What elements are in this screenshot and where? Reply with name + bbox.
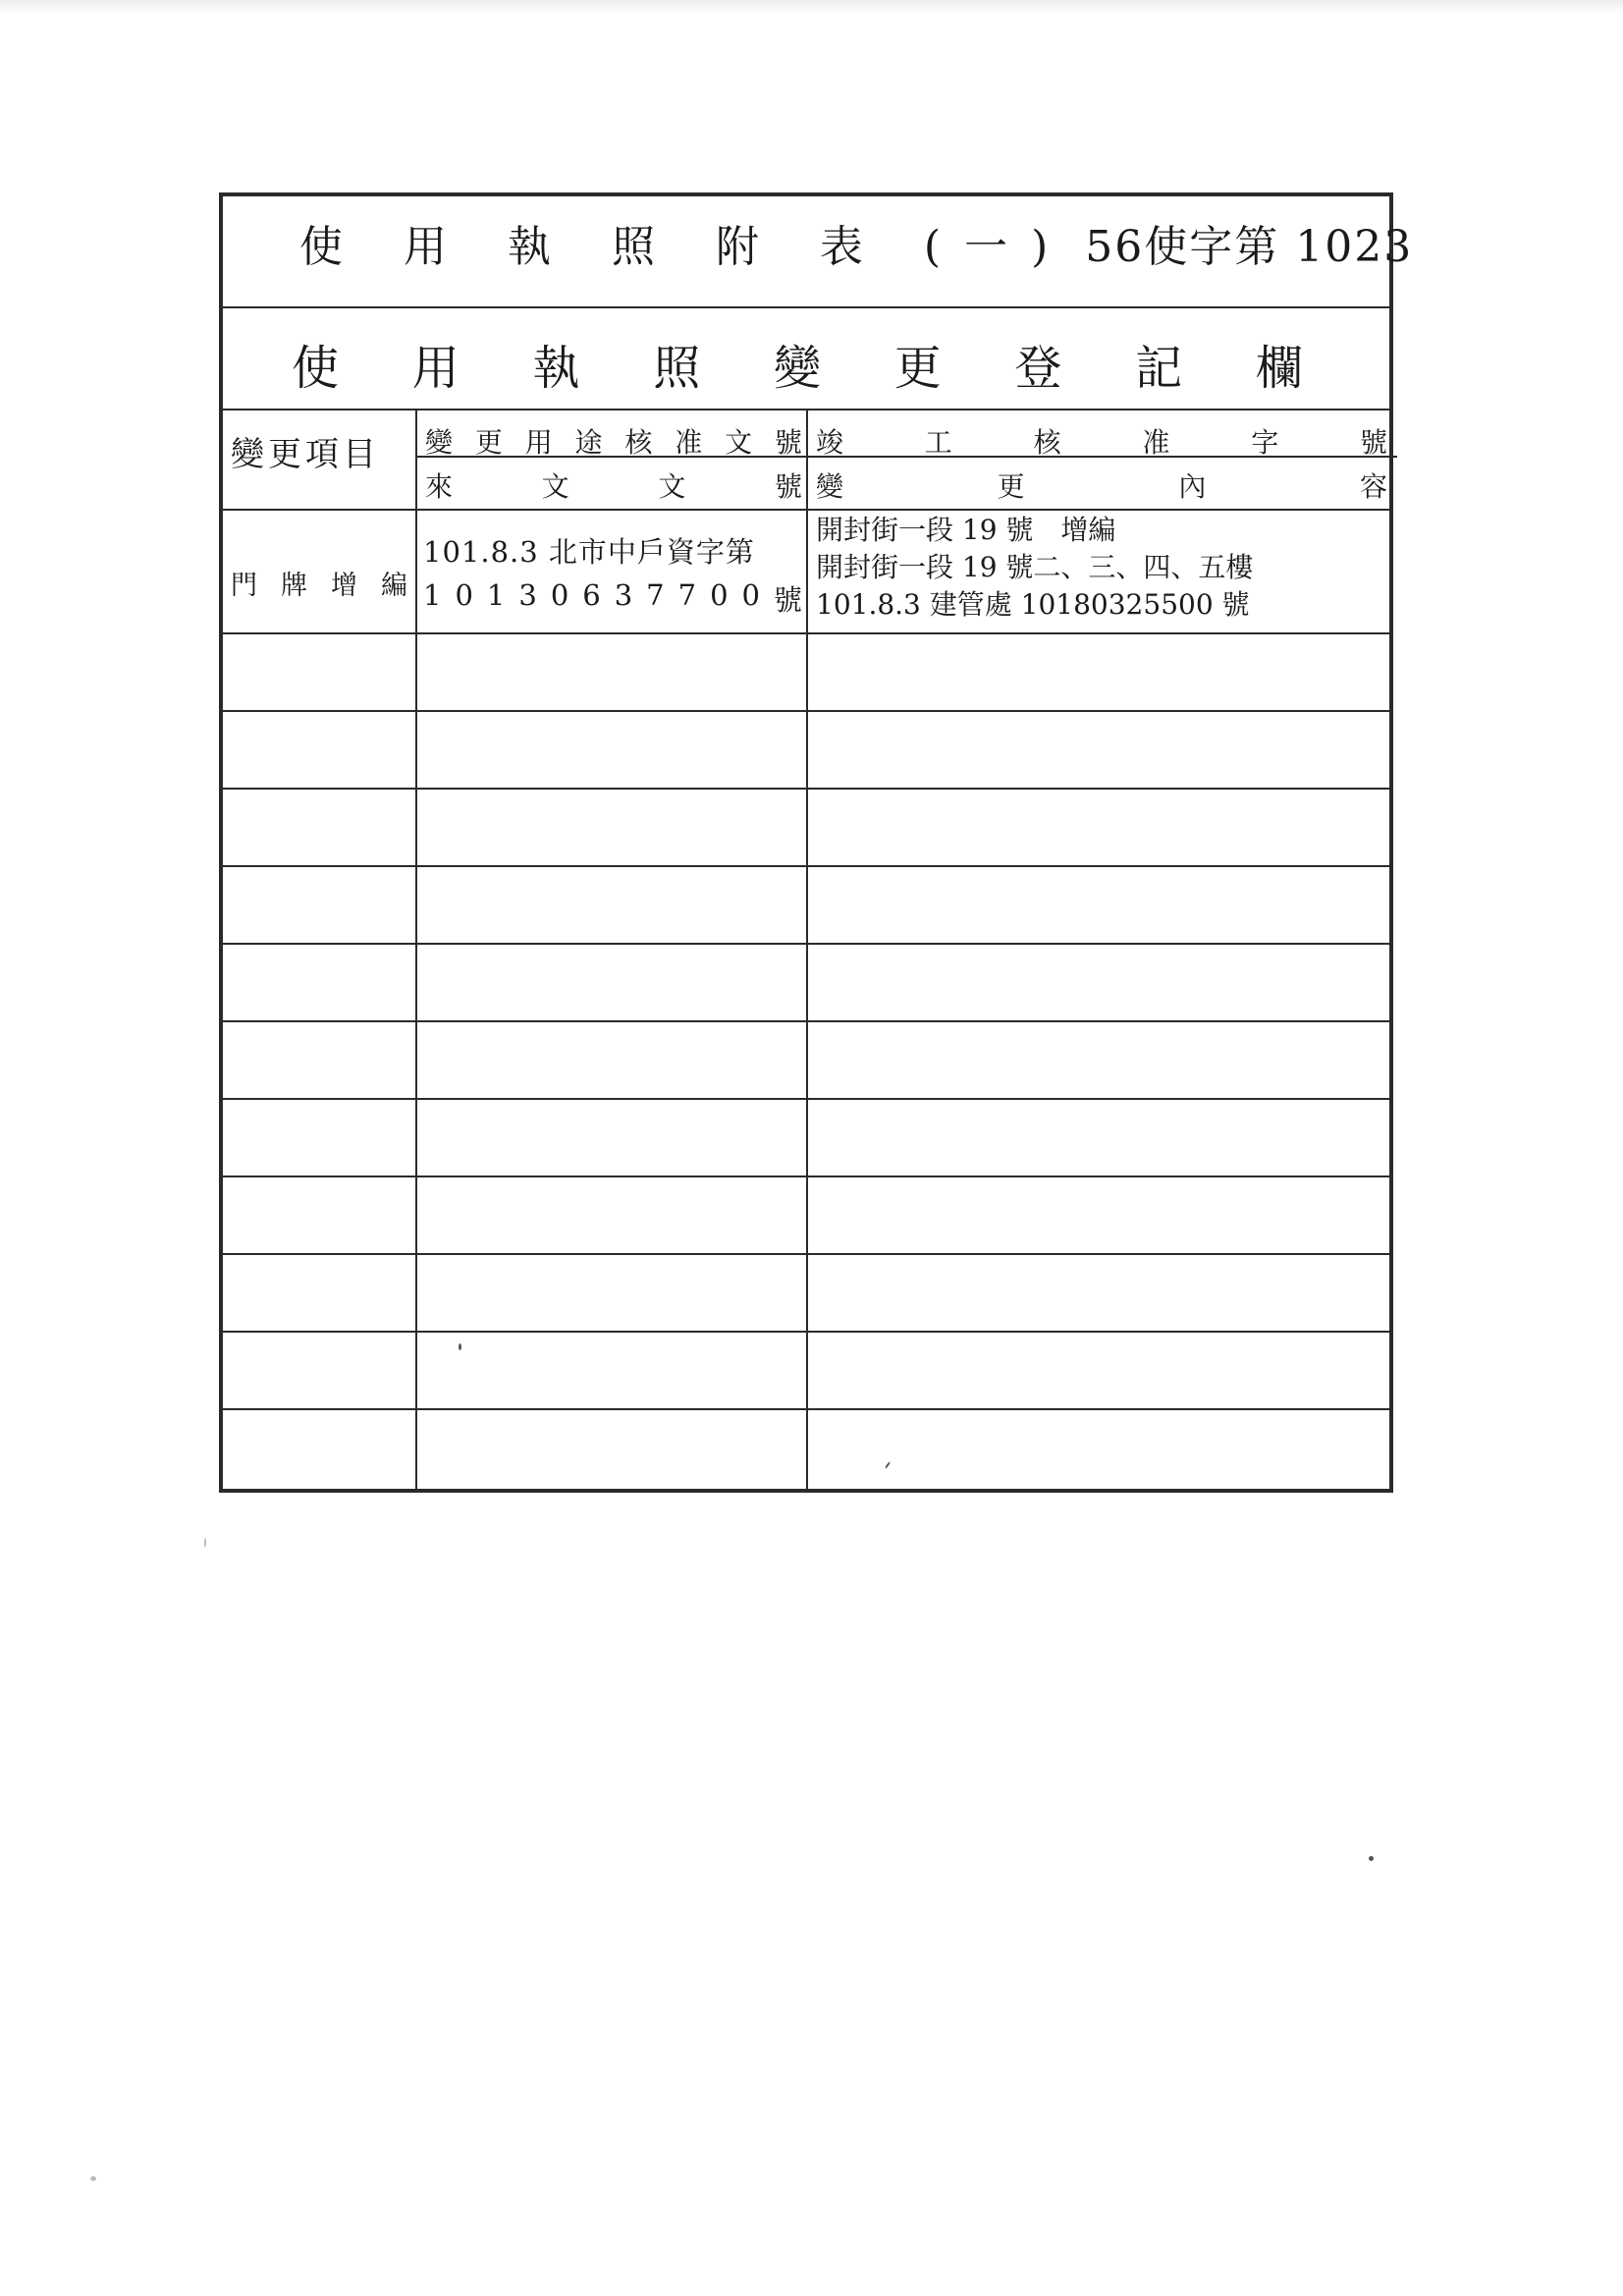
doc-char: 3 <box>518 578 537 612</box>
header-char: 准 <box>675 426 703 459</box>
doc-char: 0 <box>710 578 729 612</box>
heading-char: 照 <box>653 341 701 396</box>
document-title <box>299 222 1414 272</box>
scan-edge <box>0 0 1623 14</box>
heading-char: 欄 <box>1255 341 1303 396</box>
header-approval-doc-top <box>425 421 802 461</box>
license-number: 56使字第 1023 <box>1085 222 1414 272</box>
empty-row-divider <box>223 1408 1389 1410</box>
empty-row-divider <box>223 1098 1389 1100</box>
doc-char: 7 <box>646 578 665 612</box>
empty-row-divider <box>223 788 1389 790</box>
row-content-line-3: 101.8.3 建管處 10180325500 號 <box>816 588 1250 621</box>
header-char: 號 <box>774 426 802 459</box>
doc-char: 0 <box>550 578 569 612</box>
heading-char: 用 <box>411 341 460 396</box>
header-char: 竣 <box>816 426 844 459</box>
doc-char: 號 <box>773 583 802 617</box>
header-char: 更 <box>474 426 503 459</box>
header-char: 核 <box>624 426 653 459</box>
item-char: 編 <box>381 571 407 601</box>
empty-row-divider <box>223 710 1389 712</box>
header-char: 文 <box>658 470 686 503</box>
doc-char: 3 <box>614 578 633 612</box>
header-char: 核 <box>1033 426 1061 459</box>
item-char: 增 <box>331 571 357 601</box>
row-content-line-2: 開封街一段 19 號二、三、四、五樓 <box>816 551 1254 583</box>
doc-char: 6 <box>582 578 601 612</box>
header-char: 號 <box>1359 426 1387 459</box>
scan-speck <box>459 1343 461 1350</box>
doc-char: 0 <box>741 578 760 612</box>
header-completion-top <box>816 421 1387 461</box>
header-approval-doc-bottom <box>425 465 802 505</box>
heading-char: 更 <box>893 341 942 396</box>
header-char: 用 <box>524 426 553 459</box>
scan-speck <box>90 2176 96 2181</box>
header-char: 工 <box>924 426 952 459</box>
row-divider <box>223 632 1389 634</box>
scan-speck <box>885 1461 891 1469</box>
header-char: 變 <box>816 470 844 503</box>
header-change-item: 變更項目 <box>231 435 380 474</box>
header-char: 內 <box>1178 470 1207 503</box>
row-doc-line-2 <box>423 578 802 619</box>
header-char: 變 <box>425 426 454 459</box>
empty-row-divider <box>223 943 1389 945</box>
title-divider <box>223 306 1389 308</box>
empty-row-divider <box>223 1253 1389 1255</box>
change-registration-heading <box>292 330 1303 398</box>
empty-row-divider <box>223 1331 1389 1333</box>
item-char: 門 <box>231 571 257 601</box>
header-char: 途 <box>574 426 603 459</box>
header-inner-divider <box>415 456 1397 458</box>
item-char: 牌 <box>281 571 307 601</box>
empty-row-divider <box>223 1175 1389 1177</box>
empty-row-divider <box>223 865 1389 867</box>
scan-speck <box>204 1538 206 1548</box>
scan-speck <box>1369 1856 1374 1861</box>
row-content-line-1: 開封街一段 19 號 增編 <box>816 514 1116 546</box>
doc-char: 0 <box>455 578 473 612</box>
header-completion-bottom <box>816 465 1387 505</box>
header-char: 文 <box>725 426 753 459</box>
doc-char: 7 <box>677 578 697 612</box>
header-char: 文 <box>541 470 569 503</box>
title-label: 使 用 執 照 附 表 (一) <box>299 222 1072 272</box>
header-char: 號 <box>774 470 802 503</box>
heading-char: 變 <box>773 341 821 396</box>
row-doc-line-1: 101.8.3 北市中戶資字第 <box>423 535 755 569</box>
empty-row-divider <box>223 1020 1389 1022</box>
heading-char: 執 <box>532 341 580 396</box>
header-char: 容 <box>1359 470 1387 503</box>
heading-char: 使 <box>292 341 340 396</box>
doc-char: 1 <box>423 578 442 612</box>
row-item-doorplate <box>231 564 407 602</box>
header-char: 准 <box>1142 426 1170 459</box>
header-char: 來 <box>425 470 454 503</box>
heading-char: 登 <box>1014 341 1062 396</box>
doc-char: 1 <box>486 578 506 612</box>
header-divider <box>223 509 1389 511</box>
heading-char: 記 <box>1135 341 1183 396</box>
header-char: 字 <box>1251 426 1279 459</box>
license-attachment-sheet <box>219 192 1414 1493</box>
header-char: 更 <box>997 470 1025 503</box>
